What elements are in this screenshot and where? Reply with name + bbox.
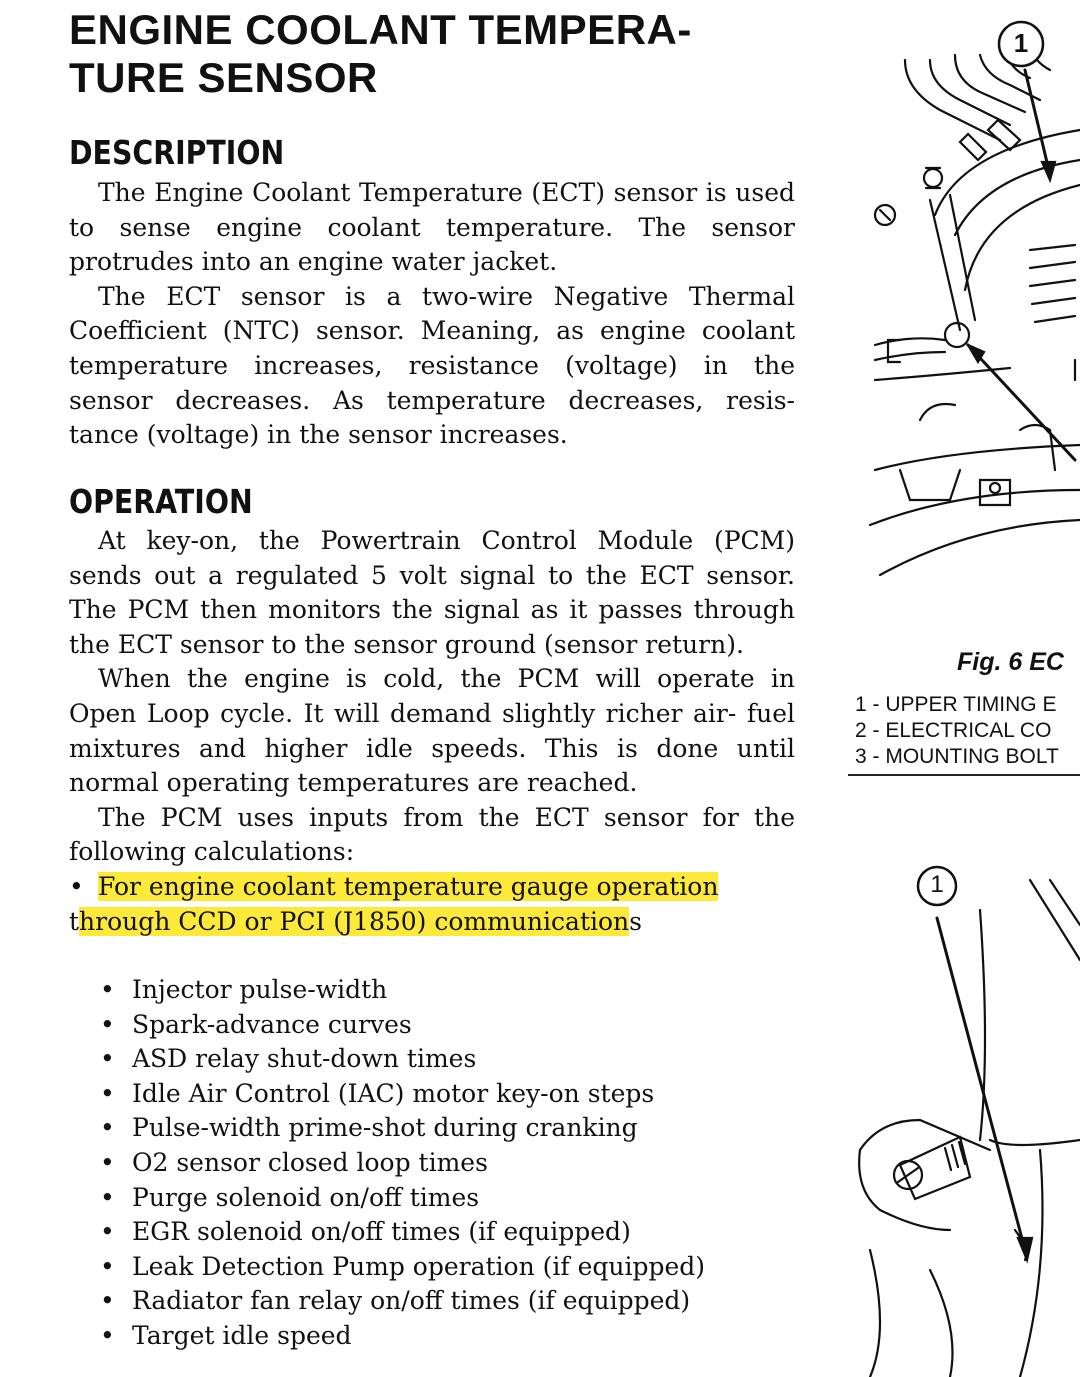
bullet-glyph: • xyxy=(69,871,92,901)
engine-drawing-bottom xyxy=(840,850,1080,1377)
callout-number-bottom: 1 xyxy=(930,871,944,898)
description-section xyxy=(69,176,795,453)
description-paragraph-2: The ECT sensor is a two-wire Negative Thermal Coefficient (NTC) sensor. Meaning, as engine coolant temperature increases, resistance (voltage) in the sensor decreases. As temperature decreases, resis- tance (voltage) in the sensor increases. xyxy=(69,281,795,450)
title-line-2: TURE SENSOR xyxy=(69,54,378,101)
operation-paragraph-1: At key-on, the Powertrain Control Module (PCM) sends out a regulated 5 volt signal to the ECT sensor. The PCM then monitors the signal as it passes through the ECT sensor to the sensor ground (sensor return). xyxy=(69,526,795,659)
legend-item: 1 - UPPER TIMING E xyxy=(855,693,1057,716)
calculation-list xyxy=(69,973,809,1354)
list-item: • Idle Air Control (IAC) motor key-on steps xyxy=(69,1077,809,1112)
list-item: • Pulse-width prime-shot during cranking xyxy=(69,1111,809,1146)
title-line-1: ENGINE COOLANT TEMPERA- xyxy=(69,6,692,53)
figure-caption: Fig. 6 EC xyxy=(957,648,1064,676)
highlight-prefix: t xyxy=(69,906,80,936)
list-item: • Spark-advance curves xyxy=(69,1008,809,1043)
figure-legend xyxy=(855,692,1059,770)
list-item: • Injector pulse-width xyxy=(69,973,809,1008)
operation-heading: OPERATION xyxy=(69,482,253,521)
list-item: • EGR solenoid on/off times (if equipped) xyxy=(69,1215,809,1250)
description-heading: DESCRIPTION xyxy=(69,133,285,172)
highlight-line-1: For engine coolant temperature gauge operation xyxy=(98,871,719,901)
operation-paragraph-3: The PCM uses inputs from the ECT sensor for the following calculations: xyxy=(69,802,795,867)
legend-item: 2 - ELECTRICAL CO xyxy=(855,719,1052,742)
legend-item: 3 - MOUNTING BOLT xyxy=(855,745,1059,768)
highlight-line-2: hrough CCD or PCI (J1850) communication xyxy=(79,906,630,936)
list-item: • O2 sensor closed loop times xyxy=(69,1146,809,1181)
list-item: • ASD relay shut-down times xyxy=(69,1042,809,1077)
legend-divider xyxy=(848,774,1080,776)
list-item: • Purge solenoid on/off times xyxy=(69,1181,809,1216)
highlighted-bullet xyxy=(69,870,795,939)
callout-number-top: 1 xyxy=(1013,28,1029,58)
operation-paragraph-2: When the engine is cold, the PCM will operate in Open Loop cycle. It will demand slightly richer air- fuel mixtures and higher idle speeds. This is done until normal operating temperatures are reached. xyxy=(69,664,795,798)
highlight-suffix: s xyxy=(629,906,642,936)
description-paragraph-1: The Engine Coolant Temperature (ECT) sensor is used to sense engine coolant temperature. The sensor protrudes into an engine water jacket. xyxy=(69,178,795,277)
operation-section xyxy=(69,524,795,939)
engine-drawing-top xyxy=(860,0,1080,600)
list-item: • Target idle speed xyxy=(69,1319,809,1354)
list-item: • Leak Detection Pump operation (if equipped) xyxy=(69,1250,809,1285)
list-item: • Radiator fan relay on/off times (if equipped) xyxy=(69,1284,809,1319)
page-title xyxy=(69,6,809,102)
